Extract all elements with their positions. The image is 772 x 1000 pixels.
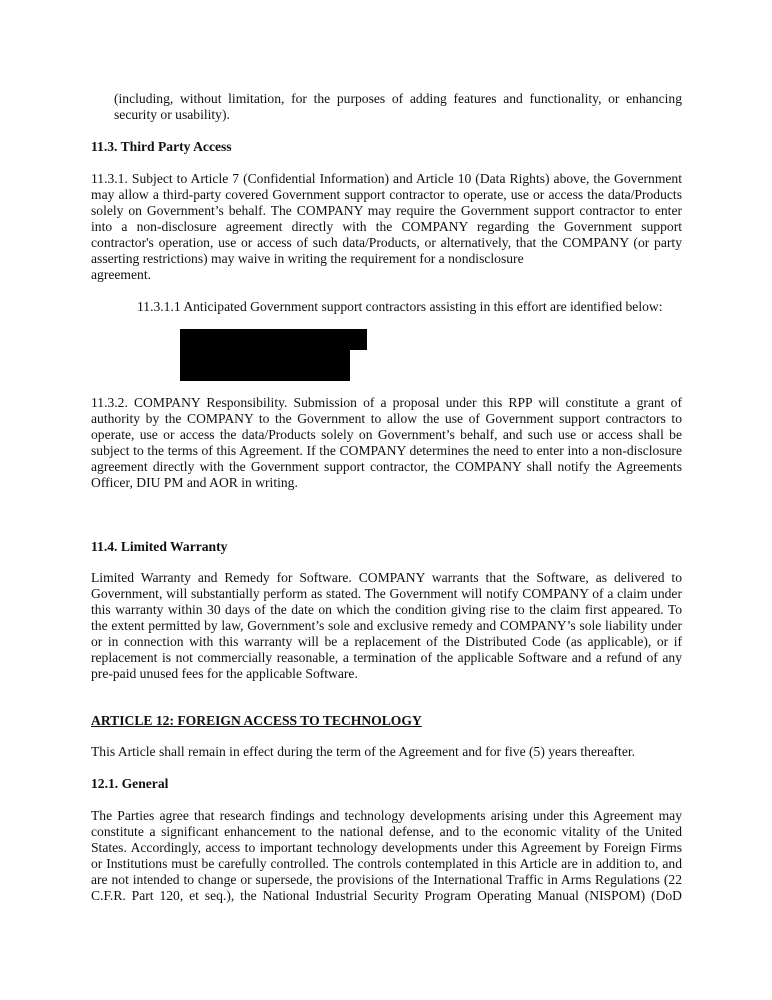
section-11-4-paragraph: Limited Warranty and Remedy for Software. COMPANY warrants that the Software, as delivered to Government, will substantially perform as stated. The Government will notify COMPANY of a claim under this warranty within 30 days of the date on which the condition giving rise to the claim first appeared. To the extent permitted by law, Government’s sole and exclusive remedy and COMPANY’s sole liability under or in connection with this warranty will be a replacement of the Distributed Code (as applicable), or if replacement is not commercially reasonable, a termination of the applicable Software and a refund of any pre-paid unused fees for the applicable Software. (91, 570, 682, 681)
section-12-1-heading: 12.1. General (91, 776, 169, 791)
redaction-block-lower (180, 350, 350, 381)
section-11-4-heading: 11.4. Limited Warranty (91, 539, 228, 554)
section-11-3-1-paragraph: 11.3.1. Subject to Article 7 (Confidential Information) and Article 10 (Data Rights) above, the Government may allow a third-party covered Government support contractor to operate, use or access the data/Products solely on Government’s behalf. The COMPANY may require the Government support contractor to enter into a non-disclosure agreement directly with the COMPANY regarding the Government support contractor's operation, use or access of such data/Products, or alternatively, that the COMPANY (or party asserting restrictions) may waive in writing the requirement for a nondisclosure (91, 171, 682, 266)
section-11-3-1-paragraph-end: agreement. (91, 267, 152, 282)
section-11-3-2-paragraph: 11.3.2. COMPANY Responsibility. Submission of a proposal under this RPP will constitute a grant of authority by the COMPANY to the Government to allow the use of Government support contractors to operate, use or access the data/Products solely on Government’s behalf, and such use or access shall be subject to the terms of this Agreement. If the COMPANY determines the need to enter into a non-disclosure agreement directly with the Government support contractor, the COMPANY shall notify the Agreements Officer, DIU PM and AOR in writing. (91, 395, 682, 490)
continuation-paragraph: (including, without limitation, for the purposes of adding features and functionality, or enhancing security or usability). (114, 91, 682, 122)
article-12-heading: ARTICLE 12: FOREIGN ACCESS TO TECHNOLOGY (91, 713, 422, 728)
section-12-1-paragraph: The Parties agree that research findings and technology developments arising under this Agreement may constitute a significant enhancement to the national defense, and to the economic vitality of the United States. Accordingly, access to important technology developments under this Agreement by Foreign Firms or Institutions must be carefully controlled. The controls contemplated in this Article are in addition to, and are not intended to change or supersede, the provisions of the International Traffic in Arms Regulations (22 C.F.R. Part 120, et seq.), the National Industrial Security Program Operating Manual (NISPOM) (DoD (91, 808, 682, 903)
article-12-intro: This Article shall remain in effect during the term of the Agreement and for five (5) years thereafter. (91, 744, 636, 759)
redaction-block (180, 329, 367, 350)
section-11-3-heading: 11.3. Third Party Access (91, 139, 232, 154)
section-11-3-1-1-paragraph: 11.3.1.1 Anticipated Government support contractors assisting in this effort are identified below: (137, 299, 663, 314)
